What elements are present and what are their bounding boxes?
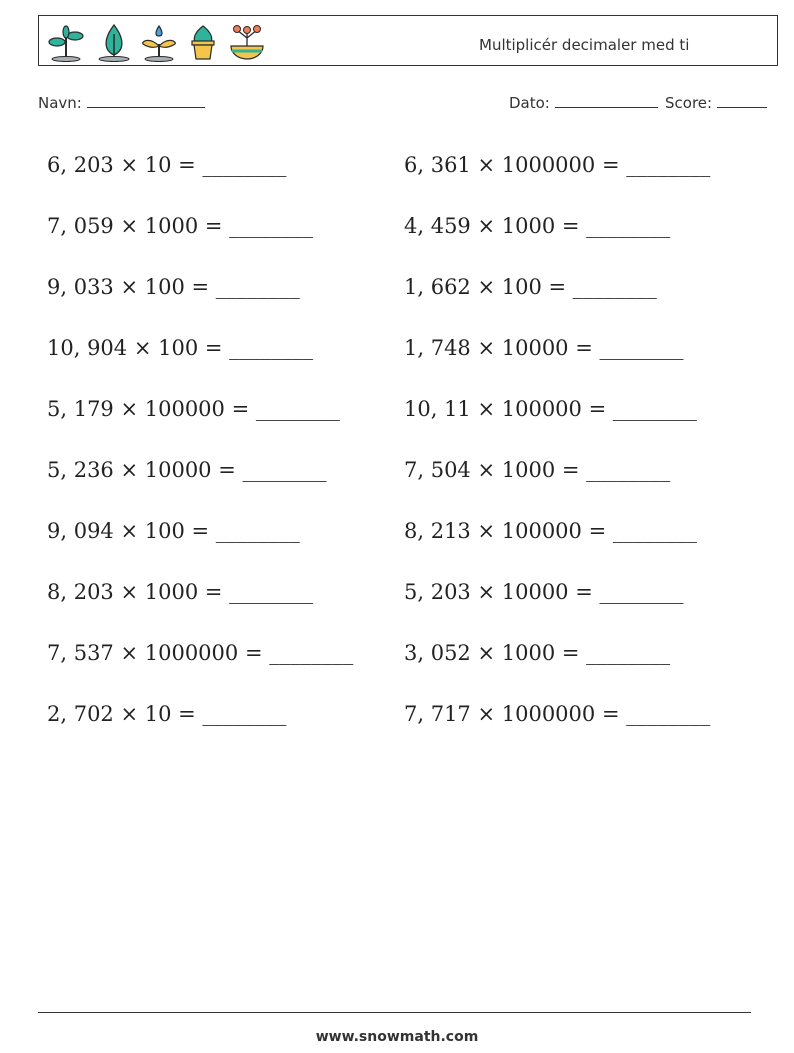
watered-sprout-icon: [137, 22, 181, 62]
tree-icon: [95, 22, 133, 62]
problem-left-3: 9, 033 × 100 = ________: [47, 275, 300, 299]
date-field: [509, 93, 658, 112]
date-label: Dato:: [509, 94, 550, 112]
problem-right-5: 10, 11 × 100000 = ________: [404, 397, 697, 421]
problem-right-9: 3, 052 × 1000 = ________: [404, 641, 671, 665]
problem-right-6: 7, 504 × 1000 = ________: [404, 458, 671, 482]
problem-right-4: 1, 748 × 10000 = ________: [404, 336, 684, 360]
name-field: [38, 93, 205, 112]
date-blank[interactable]: [555, 93, 658, 108]
flower-pot-icon: [225, 22, 269, 62]
score-blank[interactable]: [717, 93, 767, 108]
problem-right-1: 6, 361 × 1000000 = ________: [404, 153, 711, 177]
problem-left-1: 6, 203 × 10 = ________: [47, 153, 287, 177]
problem-right-8: 5, 203 × 10000 = ________: [404, 580, 684, 604]
problem-right-2: 4, 459 × 1000 = ________: [404, 214, 671, 238]
worksheet-title: Multiplicér decimaler med ti: [479, 36, 690, 54]
problem-left-7: 9, 094 × 100 = ________: [47, 519, 300, 543]
problem-right-7: 8, 213 × 100000 = ________: [404, 519, 697, 543]
name-label: Navn:: [38, 94, 82, 112]
score-label: Score:: [665, 94, 713, 112]
footer-divider: [38, 1012, 751, 1013]
worksheet-header: [38, 15, 778, 66]
problem-left-8: 8, 203 × 1000 = ________: [47, 580, 314, 604]
problem-left-5: 5, 179 × 100000 = ________: [47, 397, 340, 421]
seedling-icon: [41, 22, 91, 62]
footer-site: www.snowmath.com: [315, 1029, 479, 1045]
problem-left-6: 5, 236 × 10000 = ________: [47, 458, 327, 482]
problem-right-10: 7, 717 × 1000000 = ________: [404, 702, 711, 726]
score-field: [665, 93, 767, 112]
problem-left-9: 7, 537 × 1000000 = ________: [47, 641, 354, 665]
problem-left-2: 7, 059 × 1000 = ________: [47, 214, 314, 238]
problem-right-3: 1, 662 × 100 = ________: [404, 275, 657, 299]
problem-left-10: 2, 702 × 10 = ________: [47, 702, 287, 726]
name-blank[interactable]: [87, 93, 205, 108]
header-icons: [41, 20, 269, 64]
problem-left-4: 10, 904 × 100 = ________: [47, 336, 314, 360]
potted-plant-icon: [185, 22, 221, 62]
